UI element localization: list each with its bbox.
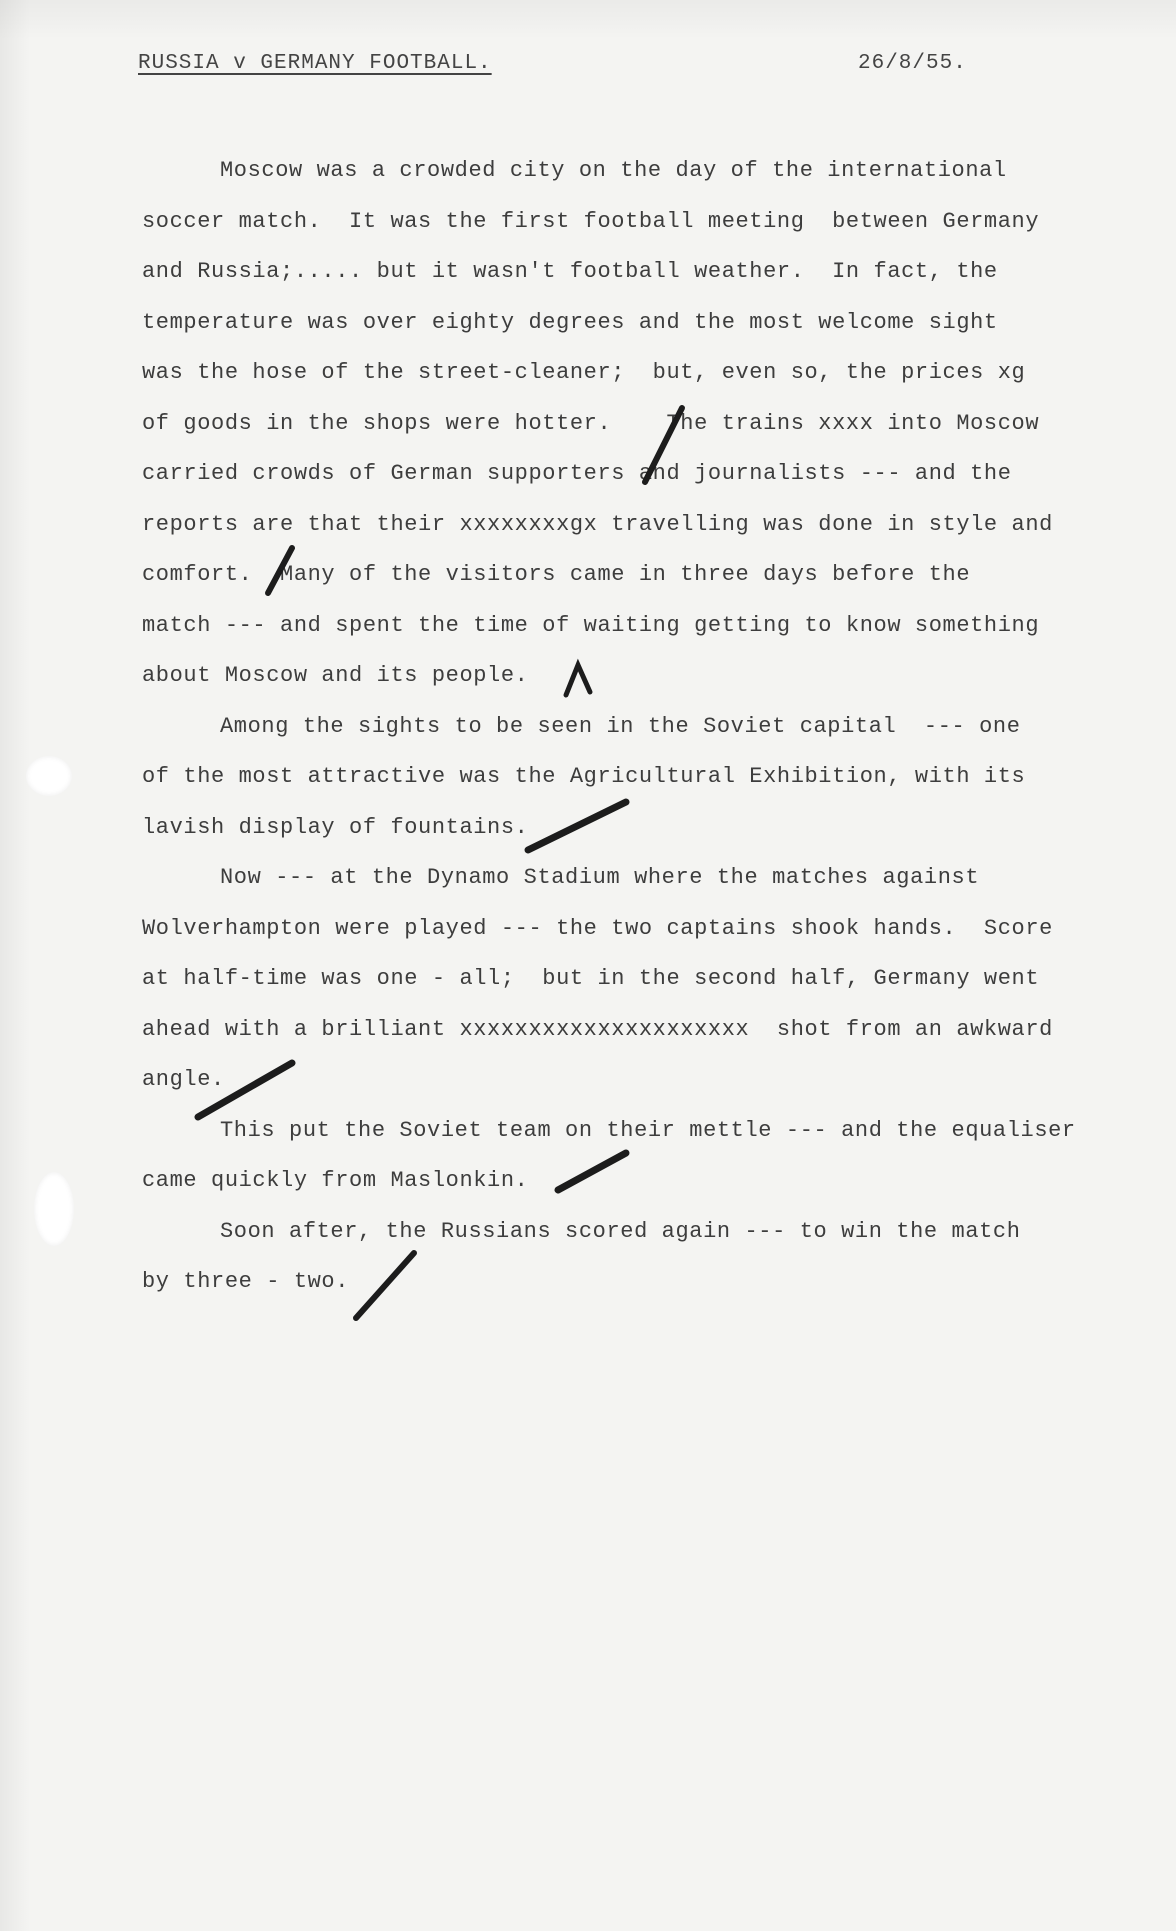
document-title: RUSSIA v GERMANY FOOTBALL.	[138, 52, 492, 75]
text-line: This put the Soviet team on their mettle --- and the equaliser	[220, 1117, 1076, 1143]
text-line: Wolverhampton were played --- the two captains shook hands. Score	[142, 915, 1053, 941]
text-line: of goods in the shops were hotter. The trains xxxx into Moscow	[142, 410, 1040, 436]
text-line: lavish display of fountains.	[142, 814, 529, 840]
text-line: and Russia;..... but it wasn't football weather. In fact, the	[142, 259, 998, 284]
text-line: of the most attractive was the Agricultural Exhibition, with its	[142, 764, 1026, 789]
text-line: ahead with a brilliant xxxxxxxxxxxxxxxxxxxxx shot from an awkward	[142, 1016, 1053, 1042]
text-line: soccer match. It was the first football meeting between Germany	[142, 208, 1040, 234]
text-line: carried crowds of German supporters and journalists --- and the	[142, 461, 1012, 486]
text-line: by three - two.	[142, 1269, 350, 1294]
text-line: match --- and spent the time of waiting getting to know something	[142, 612, 1040, 638]
punch-hole-bottom	[34, 1172, 74, 1246]
document-body	[142, 146, 1142, 1308]
text-line: about Moscow and its people.	[142, 663, 529, 688]
text-line: Now --- at the Dynamo Stadium where the matches against	[220, 865, 980, 890]
text-line: reports are that their xxxxxxxxgx travelling was done in style and	[142, 511, 1053, 537]
text-line: Moscow was a crowded city on the day of the international	[220, 158, 1007, 183]
document-date: 26/8/55.	[858, 52, 967, 75]
text-line: comfort. Many of the visitors came in three days before the	[142, 562, 971, 587]
text-line: Soon after, the Russians scored again --- to win the match	[220, 1218, 1021, 1244]
document-header	[138, 52, 988, 92]
punch-hole-top	[26, 756, 72, 796]
text-line: Among the sights to be seen in the Soviet capital --- one	[220, 713, 1021, 739]
text-line: was the hose of the street-cleaner; but, even so, the prices xg	[142, 360, 1026, 385]
text-line: angle.	[142, 1067, 225, 1092]
text-line: at half-time was one - all; but in the second half, Germany went	[142, 966, 1040, 991]
text-line: came quickly from Maslonkin.	[142, 1168, 529, 1193]
text-line: temperature was over eighty degrees and the most welcome sight	[142, 309, 998, 335]
